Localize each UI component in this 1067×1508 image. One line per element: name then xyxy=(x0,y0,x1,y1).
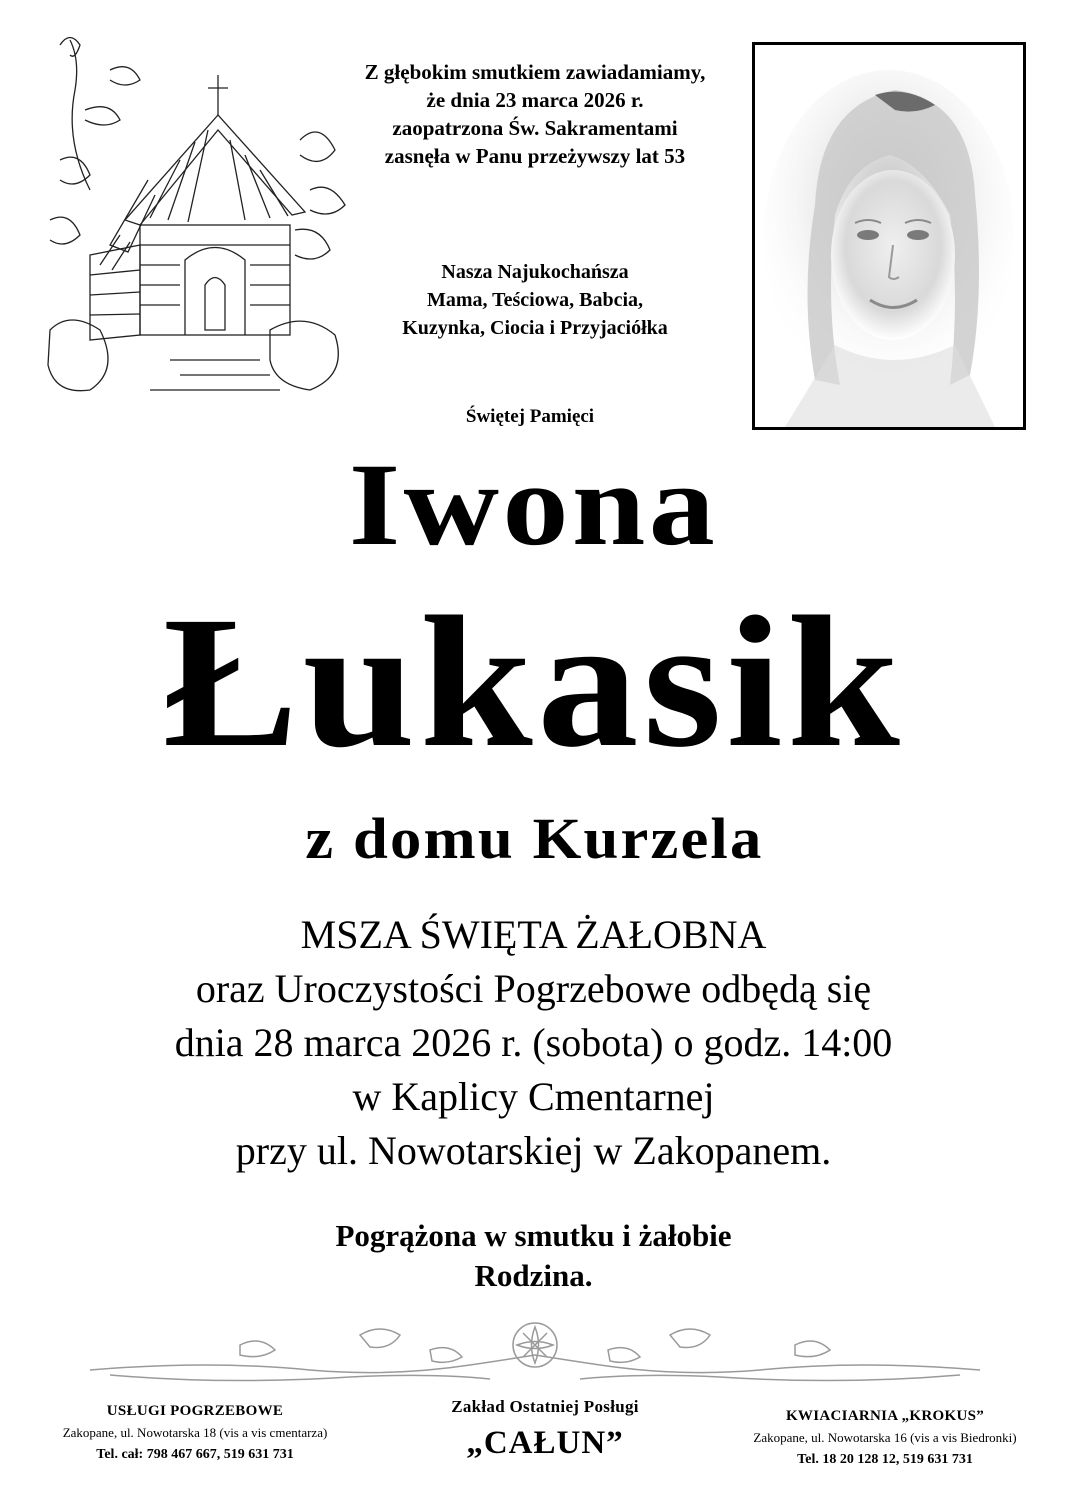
business-address: Zakopane, ul. Nowotarska 16 (vis a vis Biedronki) xyxy=(753,1430,1017,1445)
relations-line: Nasza Najukochańsza xyxy=(441,261,629,283)
business-phone: Tel. 18 20 128 12, 519 631 731 xyxy=(797,1452,973,1467)
mass-line: MSZA ŚWIĘTA ŻAŁOBNA xyxy=(300,912,767,957)
portrait-photo xyxy=(752,42,1026,430)
footer-funeral-services xyxy=(30,1400,360,1466)
business-name: Zakład Ostatniej Posługi xyxy=(451,1397,639,1416)
announcement-line: zasnęła w Panu przeżywszy lat 53 xyxy=(384,144,686,168)
mass-line: przy ul. Nowotarskiej w Zakopanem. xyxy=(235,1128,832,1173)
family-relations xyxy=(340,258,730,342)
mass-line: dnia 28 marca 2026 r. (sobota) o godz. 14:00 xyxy=(174,1020,893,1065)
announcement-line: zaopatrzona Św. Sakramentami xyxy=(392,116,678,140)
business-brand: „CAŁUN” xyxy=(466,1425,624,1461)
mourning-line: Rodzina. xyxy=(474,1258,593,1293)
mass-line: oraz Uroczystości Pogrzebowe odbędą się xyxy=(195,966,872,1011)
announcement-line: że dnia 23 marca 2026 r. xyxy=(426,88,644,112)
memory-heading: Świętej Pamięci xyxy=(465,406,595,427)
relations-line: Kuzynka, Ciocia i Przyjaciółka xyxy=(402,317,668,339)
mourning-line: Pogrążona w smutku i żałobie xyxy=(335,1218,732,1253)
mass-line: w Kaplicy Cmentarnej xyxy=(352,1074,715,1119)
mourning-signature xyxy=(0,1216,1067,1296)
business-name: KWIACIARNIA „KROKUS” xyxy=(785,1408,985,1424)
footer-funeral-home xyxy=(400,1396,690,1468)
business-phone: Tel. cał: 798 467 667, 519 631 731 xyxy=(96,1447,294,1462)
first-name: Iwona xyxy=(348,439,719,570)
funeral-mass-details xyxy=(0,908,1067,1178)
announcement-text xyxy=(300,58,770,170)
maiden-name: z domu Kurzela xyxy=(305,806,764,871)
relations-line: Mama, Teściowa, Babcia, xyxy=(426,289,644,311)
business-address: Zakopane, ul. Nowotarska 18 (vis a vis cmentarza) xyxy=(62,1425,328,1440)
footer-florist xyxy=(725,1405,1045,1471)
floral-ornament-divider xyxy=(90,1315,980,1395)
announcement-line: Z głębokim smutkiem zawiadamiamy, xyxy=(364,60,706,84)
last-name: Łukasik xyxy=(162,577,905,786)
business-name: USŁUGI POGRZEBOWE xyxy=(106,1403,284,1419)
